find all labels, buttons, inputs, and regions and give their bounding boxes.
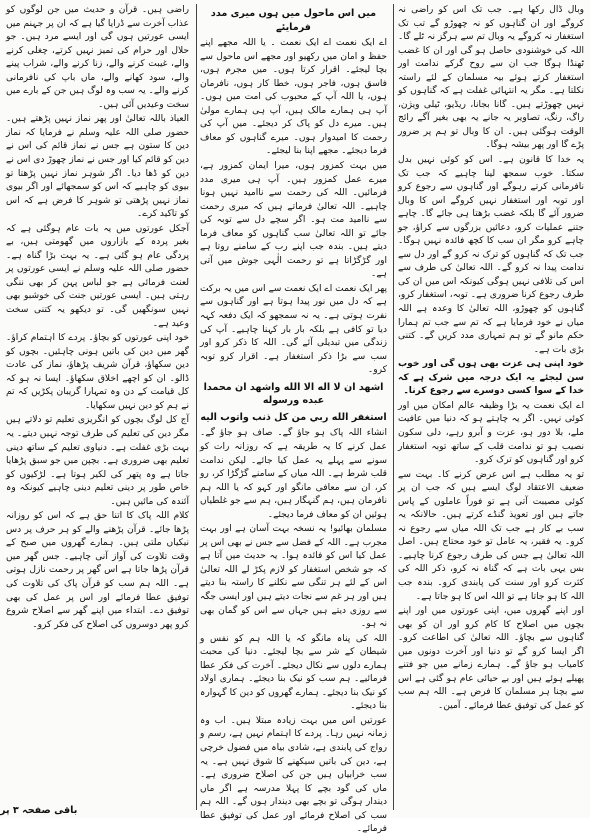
- column-right: [398, 4, 584, 812]
- continued-on-page-note: باقی صفحہ ۳ پر: [0, 805, 78, 816]
- paragraph: مسلمان بھائیو! یہ نسخہ بہت آسان ہے اور بہت مجرب ہے۔ اللہ کے فضل سے جس نے بھی اس پر عمل کیا اس کو فائدہ ہوا۔ یہ حدیث میں آتا ہے کہ جو شخص استغفار کو لازم پکڑ لے اللہ تعالیٰ اس کے لئے ہر تنگی سے نکلنے کا راستہ بنا دیتے ہیں اور ہر غم سے نجات دیتے ہیں اور ایسی جگہ سے روزی دیتے ہیں جہاں سے اس کو گمان بھی نہ ہو۔: [200, 524, 387, 630]
- paragraph: عورتیں اس میں بہت زیادہ مبتلا ہیں۔ اب وہ زمانہ نہیں رہا۔ پردے کا اہتمام نہیں ہے، رسم و رواج کی پابندی ہے، شادی بیاہ میں فضول خرچی ہے، دین کی باتیں سیکھنے کا شوق نہیں ہے۔ یہ سب خرابیاں ہیں جن کی اصلاح ضروری ہے۔ ماں کی گود بچے کا پہلا مدرسہ ہے اگر ماں دیندار ہوگی تو بچے بھی دیندار ہوں گے۔ اللہ ہم سب کی اصلاح فرمائے اور عمل کی توفیق عطا فرمائے۔: [200, 715, 387, 835]
- paragraph: تو یہ مطلب ہے اس عرض کرنے کا۔ بہت سے ضعیف الاعتقاد لوگ ایسے ہیں کہ جب ان پر کوئی مصیبت آتی ہے تو فوراً عاملوں کے پاس جاتے ہیں اور تعویذ گنڈے کرتے ہیں۔ حالانکہ یہ سب بے کار ہے جب تک اللہ میاں سے رجوع نہ کرو۔ یہ فقیر، یہ عامل تو خود محتاج ہیں۔ اصل اللہ تعالیٰ ہے جس کی طرف رجوع کرنا چاہیے۔ بس یہی بات ہے کہ گناہ نہ کرو، ذکر اللہ کی کثرت کرو اور سنت کی پابندی کرو۔ بندہ جب اللہ کا ہو جاتا ہے تو اللہ اس کا ہو جاتا ہے۔: [398, 469, 584, 602]
- paragraph: آجکل عورتوں میں یہ بات عام ہوگئی ہے کہ بغیر پردہ کے بازاروں میں گھومتی ہیں، بے پردگی عام ہو گئی ہے۔ یہ بہت بڑا گناہ ہے۔ حضور صلی اللہ علیہ وسلم نے ایسی عورتوں پر لعنت فرمائی ہے جو لباس پہن کر بھی ننگی رہتی ہیں۔ ایسی عورتیں جنت کی خوشبو بھی نہیں سونگھیں گی۔ تو دیکھو یہ کتنی سخت وعید ہے۔: [6, 223, 189, 329]
- paragraph: آج کل لوگ بچوں کو انگریزی تعلیم تو دلاتے ہیں مگر دین کی تعلیم کی طرف توجہ نہیں دیتے۔ یہ بہت بڑی غفلت ہے۔ دنیاوی تعلیم کے ساتھ دینی تعلیم بھی ضروری ہے۔ بچپن میں جو سبق پڑھایا جاتا ہے وہ پتھر کی لکیر ہوتا ہے۔ لڑکیوں کو خاص طور پر دینی تعلیم دینی چاہیے کیونکہ وہ آئندہ کی مائیں ہیں۔: [6, 415, 189, 507]
- paragraph: العیاذ باللہ تعالیٰ اور پھر نماز نہیں پڑھتے ہیں۔ حضور صلی اللہ علیہ وسلم نے فرمایا کہ نماز دین کا ستون ہے جس نے نماز قائم کی اس نے دین کو قائم کیا اور جس نے نماز چھوڑ دی اس نے دین کو ڈھا دیا۔ اگر شوہر نماز نہیں پڑھتا تو بیوی کو چاہیے کہ اس کو سمجھائے اور اگر بیوی نماز نہیں پڑھتی تو شوہر کا فرض ہے کہ اس کو تاکید کرے۔: [6, 114, 189, 220]
- paragraph: خود اپنی ہی عزت بھی ہوں گی اور خوب سن لیجئے یہ ایک درجہ میں شرک ہے کہ خدا کے سوا کسی دوسرے سے رجوع کرنا۔: [398, 359, 584, 397]
- column-divider: [196, 4, 197, 810]
- column-divider: [393, 4, 394, 810]
- paragraph: انشاء اللہ پاک ہو جاؤ گے۔ صاف ہو جاؤ گے۔ عمل کرنے کا یہ طریقہ ہے کہ روزانہ رات کو سونے سے پہلے یہ عمل کیا جائے۔ لیکن ندامت قلب شرط ہے۔ اللہ میاں کے سامنے گڑگڑا کر، رو کر، ان سے معافی مانگو اور کہو کہ یا اللہ ہم نافرمان ہیں، ہم گنہگار ہیں، ہم سے جو غلطیاں ہوئیں ان کو معاف فرما دیجئے۔: [200, 428, 387, 520]
- column-left: [6, 4, 189, 812]
- paragraph: اے ایک نعمت یہ بڑا وظیفہ عالم امکان میں اور کوئی نہیں۔ اگر یہ چاہتے ہو کہ دنیا میں عافیت ملے، بلا دور ہو، عزت و آبرو رہے، دلی سکون نصیب ہو تو ندامت قلب کے ساتھ توبہ استغفار کرو اور گناہوں کو ترک کرو۔: [398, 400, 584, 466]
- paragraph: اے ایک نعمت اے ایک نعمت ۔ یا اللہ مجھے اپنے حفظ و امان میں رکھیو اور مجھے اس ماحول سے بچا لیجئے۔ اقرار کرتا ہوں۔ میں مجرم ہوں، فاسق ہوں، فاجر ہوں، خطا کار ہوں، نافرمان ہوں، یا اللہ آپ کے محبوب کی امت میں ہوں۔ آپ ہی ہمارے مالک ہیں، آپ ہی ہمارے مولیٰ ہیں۔ میرے دل کو پاک کر دیجئے۔ میں آپ کی رحمت کا امیدوار ہوں۔ میرے گناہوں کو معاف فرما دیجئے۔ مجھے اپنا بنا لیجئے۔: [200, 38, 387, 157]
- paragraph: اور اپنے گھروں میں، اپنی عورتوں میں اور اپنے بچوں میں اصلاح کا کام کرو اور ان کو بھی گناہوں سے بچاؤ۔ اللہ تعالیٰ کی اطاعت کرو۔ اگر ایسا کرو گے تو دنیا اور آخرت دونوں میں کامیاب ہو جاؤ گے۔ ہمارے زمانے میں جو فتنے پھیلے ہوئے ہیں اور بے حیائی عام ہو گئی ہے اس سے بچنا ہر مسلمان کا فرض ہے۔ اللہ ہم سب کو عمل کی توفیق عطا فرمائے۔ آمین۔: [398, 606, 584, 711]
- paragraph: وبال ڈال رکھا ہے۔ جب تک اس کو راضی نہ کروگے اور ان گناہوں کو نہ چھوڑو گے تب تک استغفار نہ کروگے یہ وبال تم سے ہرگز نہ ٹلے گا۔ اللہ کی خوشنودی حاصل ہو گی اور ان کا غضب ٹھنڈا ہوگا جب ان سے روح گرکے ندامت اور استغفار کرتے ہوئے بیہ مسلمان کے لئے راستہ نکلتا ہے۔ مگر یہ انتہائی غفلت ہے کہ گناہوں کو نہیں چھوڑتے ہیں۔ گانا بجانا، ریڈیو، ٹیلی ویژن، راگ، رنگ، تصاویر یہ جانے یہ بھی بغیر آگے رائج الوقت ہوگئی ہیں۔ ان کا وبال تو ہم پر ضرور پڑے گا اور پھر بیشہ ہوگا۔: [398, 5, 584, 151]
- paragraph: میں بہت کمزور ہوں، میرا ایمان کمزور ہے، میرے عمل کمزور ہیں۔ آپ ہی میری مدد فرمائیں۔ اللہ کی رحمت سے ناامید نہیں ہونا چاہیے۔ اللہ تعالیٰ فرماتے ہیں کہ میری رحمت سے ناامید مت ہو۔ اگر سچے دل سے توبہ کی جائے تو اللہ تعالیٰ سب گناہوں کو معاف فرما دیتے ہیں۔ بندہ جب اپنے رب کے سامنے روتا ہے اور گڑگڑاتا ہے تو رحمت الٰہی جوش میں آتی ہے۔: [200, 161, 387, 280]
- kalima-text: اشهد ان لا اله الا الله واشهد ان محمدا عبده ورسوله: [203, 381, 384, 407]
- paragraph: پھر ایک نعمت اے ایک نعمت سے اس میں یہ برکت ہے کہ دل میں نور پیدا ہوتا ہے اور گناہوں سے نفرت ہوتی ہے۔ یہ نہ سمجھو کہ ایک دفعہ کہہ دیا تو کافی ہے بلکہ بار بار کہنا چاہیے۔ آپ کی زندگی میں تبدیلی آئے گی۔ اللہ کا ذکر کرو اور سب سے بڑا ذکر استغفار ہے۔ اقرار کرو توبہ کرو۔: [200, 283, 387, 376]
- paragraph: راضی ہیں۔ قرآن و حدیث میں جن لوگوں کو عذاب آخرت سے ڈرایا گیا ہے کہ ان پر جہنم میں ایسی عورتیں ہوں گی اور ایسے مرد ہیں۔ جو حلال اور حرام کی تمیز نہیں کرتے، چغلی کرنے والے، غیبت کرنے والے، زنا کرنے والے، شراب پینے والے، سود کھانے والے، ماں باپ کی نافرمانی کرنے والے۔ یہ سب وہ لوگ ہیں جن کے بارے میں سخت وعیدیں آئی ہیں۔: [6, 5, 189, 110]
- column-middle: [200, 4, 387, 835]
- paragraph: کلام اللہ پاک کا اتنا حق ہے کہ اس کو روزانہ پڑھا جائے۔ قرآن پڑھنے والے کو ہر حرف پر دس نیکیاں ملتی ہیں۔ ہمارے گھروں میں صبح کے وقت تلاوت کی آواز آنی چاہیے۔ جس گھر میں قرآن پڑھا جاتا ہے اس گھر پر رحمت نازل ہوتی ہے۔ اللہ ہم سب کو قرآن پاک کی تلاوت کی توفیق عطا فرمائے اور اس پر عمل کی بھی توفیق دے۔ ابتداء میں اپنے گھر سے اصلاح شروع کرو پھر دوسروں کی اصلاح کی فکر کرو۔: [6, 511, 189, 630]
- paragraph: یہ خدا کا قانون ہے۔ اس کو کوئی نہیں بدل سکتا۔ خوب سمجھ لینا چاہیے کہ جب تک نافرمانی کرتے رہوگے اور گناہوں سے رجوع کرو اور توبہ اور استغفار نہیں کروگے اس کا وبال ضرور آئے گا بلکہ غضب بڑھتا ہی جائے گا۔ چاہے جتنے عملیات کرو، دعائیں بزرگوں سے کراؤ، جو چاہے کرو مگر ان سب کا کچھ فائدہ نہیں ہوگا۔ جب تک کہ گناہوں کو ترک نہ کرو گے اور دل سے ندامت پیدا نہ کرو گے۔ اللہ تعالیٰ کی طرف سے اس کی تلافی نہیں ہوگی کیونکہ اس میں ان کی طرف رجوع کرنا ضروری ہے۔ توبہ، استغفار کرو، گناہوں کو چھوڑو، اللہ تعالیٰ کا وعدہ ہے اللہ میاں نے خود فرمایا ہے کہ تم سے جب تم ہمارا حکم مانو گے تو ہم تمہاری مدد کریں گے۔ کتنی بڑی بات ہے۔: [398, 155, 584, 355]
- paragraph: خود اپنی عورتوں کو بچاؤ۔ پردے کا اہتمام کراؤ۔ گھر میں دین کی باتیں ہونی چاہئیں۔ بچوں کو دین سکھاؤ، قرآن شریف پڑھاؤ، نماز کی عادت ڈالو۔ ان کو اچھے اخلاق سکھاؤ۔ ایسا نہ ہو کہ کل قیامت کے دن وہ تمہارا گریبان پکڑیں کہ تم نے ہم کو دین نہیں سکھایا۔: [6, 333, 189, 411]
- dua-text: استغفر الله ربي من كل ذنب واتوب اليه: [200, 411, 387, 423]
- paragraph: اللہ کی پناہ مانگو کہ یا اللہ ہم کو نفس و شیطان کے شر سے بچا لیجئے۔ دنیا کی محبت ہمارے دلوں سے نکال دیجئے۔ آخرت کی فکر عطا فرمائیے۔ ہم سب کو نیک بنا دیجئے۔ ہماری اولاد کو نیک بنا دیجئے۔ ہمارے گھروں کو دین کا گہوارہ بنا دیجئے۔: [200, 633, 387, 712]
- section-heading: میں اس ماحول میں ہوں میری مدد فرمایئے: [210, 8, 377, 33]
